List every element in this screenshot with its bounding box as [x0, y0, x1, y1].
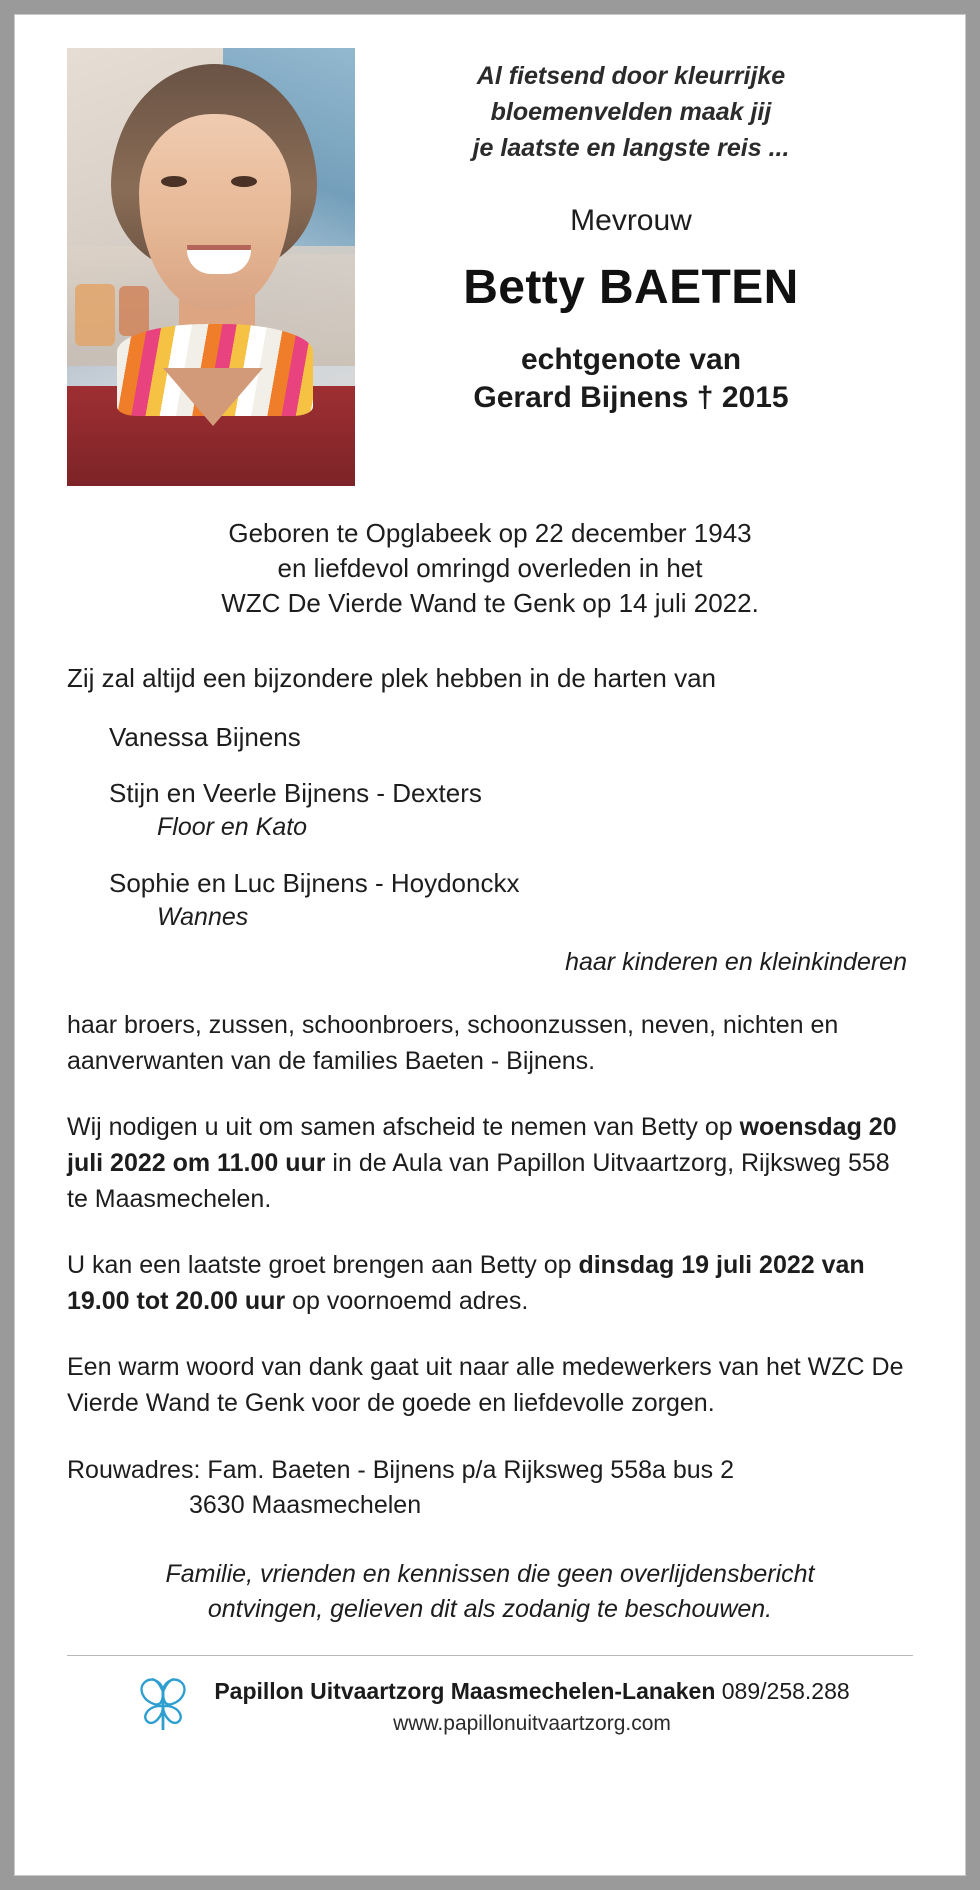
- ceremony-text-after: in de Aula van Papillon Uitvaartzorg, Rijksweg 558 te Maasmechelen.: [67, 1149, 890, 1213]
- address-line-2: 3630 Maasmechelen: [189, 1491, 422, 1519]
- portrait-eye-left: [161, 176, 187, 187]
- family-lead-text: Zij zal altijd een bijzondere plek hebben in de harten van: [67, 663, 716, 693]
- list-item: Sophie en Luc Bijnens - Hoydonckx: [109, 868, 520, 898]
- memorial-card: [14, 14, 966, 1876]
- portrait-eye-right: [231, 176, 257, 187]
- list-item: Vanessa Bijnens: [109, 722, 301, 752]
- memorial-verse: [355, 58, 907, 166]
- ceremony-text-before: Wij nodigen u uit om samen afscheid te nemen van Betty op: [67, 1113, 740, 1141]
- salutation: Mevrouw: [570, 204, 692, 237]
- verse-line-1: Al fietsend door kleurrijke: [476, 62, 786, 90]
- spacer: [67, 754, 913, 776]
- footer-text: [214, 1678, 849, 1736]
- mourning-address: [67, 1453, 913, 1523]
- verse-line-2: bloemenvelden maak jij: [490, 98, 772, 126]
- verse-line-3: je laatste en langste reis ...: [472, 134, 790, 162]
- portrait-container: [15, 48, 355, 486]
- spacer: [67, 844, 913, 866]
- death-line-2: WZC De Vierde Wand te Genk op 14 juli 2022.: [221, 588, 759, 618]
- closing-note: [67, 1557, 913, 1627]
- footer: [15, 1656, 965, 1742]
- list-item-children: Floor en Kato: [157, 813, 308, 841]
- closing-note-line-2: ontvingen, gelieven dit als zodanig te beschouwen.: [207, 1595, 773, 1623]
- ceremony-paragraph: [67, 1109, 913, 1217]
- address-line-1: Rouwadres: Fam. Baeten - Bijnens p/a Rijksweg 558a bus 2: [67, 1456, 735, 1484]
- children-grandchildren-note: haar kinderen en kleinkinderen: [565, 948, 907, 976]
- photo-background-jar: [75, 284, 115, 346]
- death-line-1: en liefdevol omringd overleden in het: [277, 553, 703, 583]
- family-list: [67, 720, 913, 934]
- closing-note-line-1: Familie, vrienden en kennissen die geen overlijdensbericht: [165, 1560, 815, 1588]
- butterfly-icon: [130, 1672, 196, 1742]
- list-item-children: Wannes: [157, 903, 249, 931]
- photo-background-jar-2: [119, 286, 149, 336]
- spouse-label: echtgenote van: [520, 343, 742, 376]
- ceremony-datetime: woensdag 20 juli 2022 om 11.00 uur: [67, 1113, 897, 1177]
- memorial-body: [15, 486, 965, 1627]
- portrait-photo: [67, 48, 355, 486]
- birth-death-info: [67, 516, 913, 621]
- thanks-paragraph: Een warm woord van dank gaat uit naar alle medewerkers van het WZC De Vierde Wand te Genk voor de goede en liefdevolle zorgen.: [67, 1353, 904, 1417]
- spouse-info: [355, 341, 907, 417]
- visitation-datetime: dinsdag 19 juli 2022 van 19.00 tot 20.00 uur: [67, 1251, 865, 1315]
- footer-website[interactable]: www.papillonuitvaartzorg.com: [393, 1712, 671, 1735]
- spouse-name: Gerard Bijnens † 2015: [473, 381, 789, 414]
- footer-company: Papillon Uitvaartzorg Maasmechelen-Lanaken: [214, 1678, 716, 1704]
- visitation-paragraph: [67, 1247, 913, 1319]
- footer-phone[interactable]: 089/258.288: [721, 1678, 850, 1704]
- birth-line: Geboren te Opglabeek op 22 december 1943: [228, 518, 752, 548]
- header-section: [15, 15, 965, 486]
- visitation-text-before: U kan een laatste groet brengen aan Betty op: [67, 1251, 579, 1279]
- footer-company-line: [214, 1678, 849, 1705]
- visitation-text-after: op voornoemd adres.: [285, 1287, 529, 1315]
- relatives-paragraph: haar broers, zussen, schoonbroers, schoonzussen, neven, nichten en aanverwanten van de families Baeten - Bijnens.: [67, 1011, 839, 1075]
- deceased-name: Betty BAETEN: [463, 261, 799, 314]
- list-item: Stijn en Veerle Bijnens - Dexters: [109, 778, 482, 808]
- header-text: [355, 48, 965, 486]
